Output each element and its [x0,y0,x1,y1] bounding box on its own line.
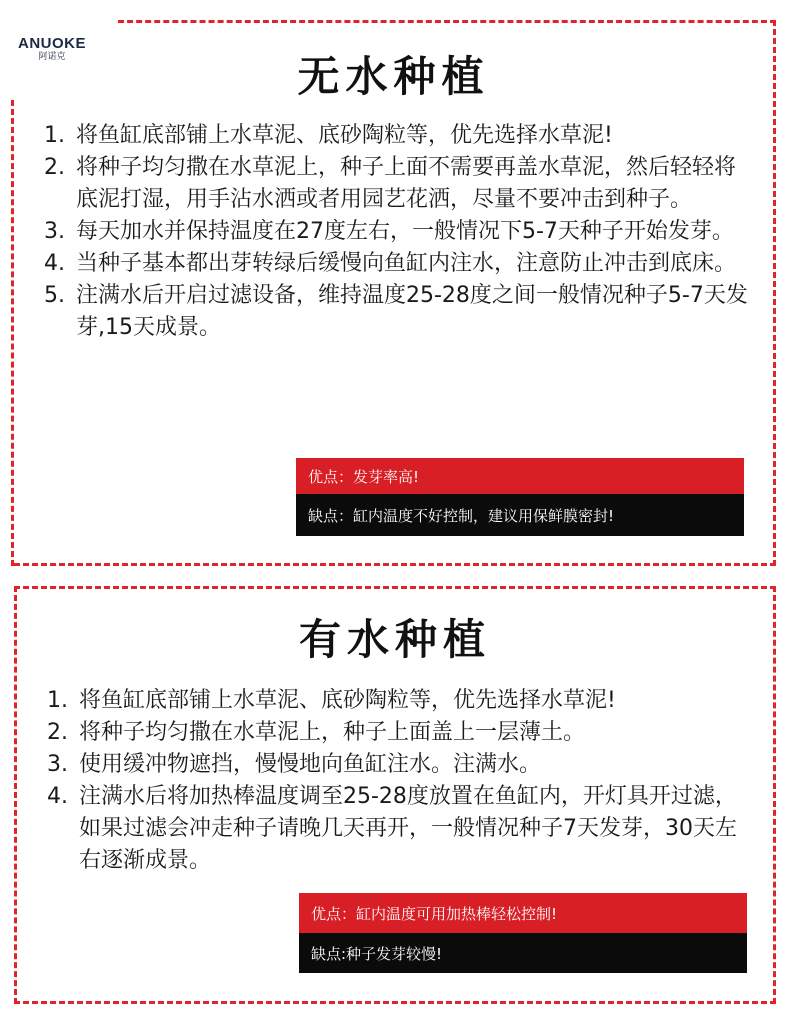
pros-banner: 优点：缸内温度可用加热棒轻松控制! [299,893,747,933]
dashed-border-left [11,100,14,566]
step-number: 4. [44,251,65,276]
steps-list [44,120,757,344]
steps-list [47,685,757,877]
step-text: 使用缓冲物遮挡，慢慢地向鱼缸注水。注满水。 [79,752,542,777]
pros-cons-box [296,458,744,536]
step-item [44,120,757,152]
step-item [47,781,757,877]
step-number: 2. [47,720,68,745]
step-text: 当种子基本都出芽转绿后缓慢向鱼缸内注水，注意防止冲击到底床。 [76,251,737,276]
step-text: 将种子均匀撒在水草泥上，种子上面不需要再盖水草泥，然后轻轻将底泥打湿，用手沾水洒或者用园艺花洒，尽量不要冲击到种子。 [76,155,737,212]
brand-name: ANUOKE [17,35,86,52]
section-title: 无水种植 [297,52,490,101]
section-title: 有水种植 [298,615,491,664]
dashed-border-top [118,20,776,23]
pros-cons-box [299,893,747,973]
step-number: 3. [44,219,65,244]
step-text: 将鱼缸底部铺上水草泥、底砂陶粒等，优先选择水草泥! [79,688,616,713]
brand-subname: 阿诺克 [38,52,66,62]
step-text: 每天加水并保持温度在27度左右，一般情况下5-7天种子开始发芽。 [76,219,734,244]
pros-banner: 优点：发芽率高! [296,458,744,494]
step-number: 4. [47,784,68,809]
step-item [47,685,757,717]
step-item [44,216,757,248]
step-text: 注满水后开启过滤设备，维持温度25-28度之间一般情况种子5-7天发芽,15天成景。 [76,283,748,340]
step-item [44,280,757,344]
section-water-planting [14,586,776,1004]
step-text: 将鱼缸底部铺上水草泥、底砂陶粒等，优先选择水草泥! [76,123,613,148]
step-number: 1. [44,123,65,148]
step-number: 3. [47,752,68,777]
step-number: 5. [44,283,65,308]
step-item [44,152,757,216]
step-text: 将种子均匀撒在水草泥上，种子上面盖上一层薄土。 [79,720,586,745]
section-waterless-planting [14,20,776,566]
step-item [47,749,757,781]
step-number: 1. [47,688,68,713]
step-text: 注满水后将加热棒温度调至25-28度放置在鱼缸内，开灯具开过滤，如果过滤会冲走种子请晚几天再开，一般情况种子7天发芽，30天左右逐渐成景。 [79,784,737,873]
step-item [44,248,757,280]
cons-banner: 缺点：缸内温度不好控制，建议用保鲜膜密封! [296,494,744,536]
step-number: 2. [44,155,65,180]
cons-banner: 缺点:种子发芽较慢! [299,933,747,973]
step-item [47,717,757,749]
